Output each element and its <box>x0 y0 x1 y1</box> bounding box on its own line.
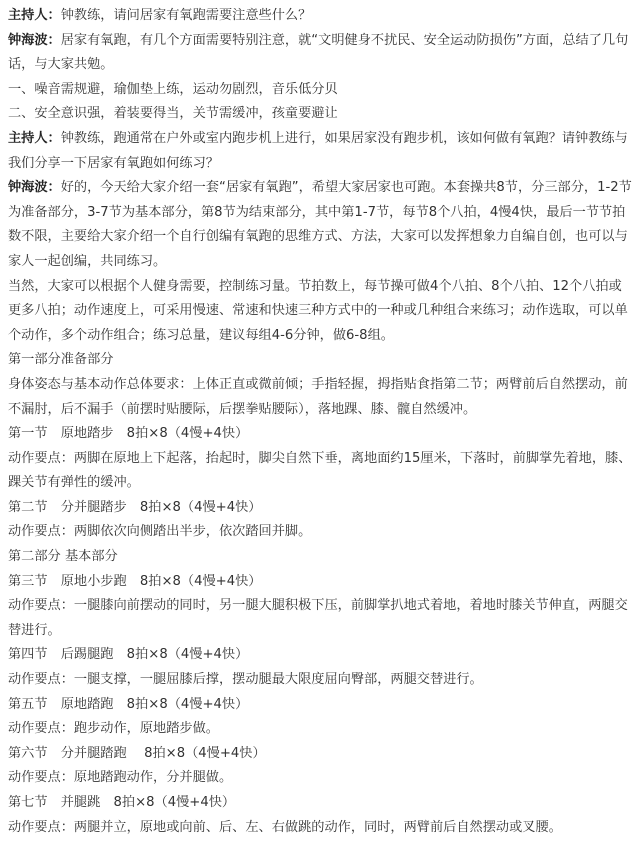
speaker-label: 钟海波： <box>8 180 61 196</box>
paragraph-text: 第六节 分并腿踏跑 8拍×8（4慢+4快） <box>8 745 266 761</box>
paragraph-text: 动作要点：一腿支撑，一腿屈膝后撑，摆动腿最大限度屈向臀部，两腿交替进行。 <box>8 672 483 688</box>
paragraph-text: 身体姿态与基本动作总体要求：上体正直或微前倾；手指轻握，拇指贴食指第二节；两臂前后自然摆动，前不漏肘，后不漏手（前摆时贴腰际，后摆拳贴腰际），落地踝、膝、髋自然缓冲。 <box>8 376 628 417</box>
paragraph <box>8 816 632 841</box>
paragraph-text: 一、噪音需规避，瑜伽垫上练，运动勿剧烈，音乐低分贝 <box>8 81 338 97</box>
speaker-label: 钟海波： <box>8 32 61 48</box>
exercise-title <box>8 422 632 447</box>
paragraph <box>8 717 632 742</box>
paragraph-text: 动作要点：跑步动作，原地踏步做。 <box>8 721 219 737</box>
paragraph <box>8 4 632 29</box>
paragraph <box>8 127 632 176</box>
paragraph-text: 第二节 分并腿踏步 8拍×8（4慢+4快） <box>8 499 262 515</box>
paragraph-text: 第二部分 基本部分 <box>8 549 118 565</box>
exercise-title <box>8 570 632 595</box>
paragraph-text: 动作要点：两脚依次向侧踏出半步，依次踏回并脚。 <box>8 524 312 540</box>
paragraph <box>8 176 632 274</box>
paragraph-text: 第一节 原地踏步 8拍×8（4慢+4快） <box>8 426 249 442</box>
paragraph-text: 居家有氧跑，有几个方面需要特别注意，就“文明健身不扰民、安全运动防损伤”方面，总结了几句话，与大家共勉。 <box>8 32 629 73</box>
paragraph <box>8 766 632 791</box>
paragraph-text: 第四节 后踢腿跑 8拍×8（4慢+4快） <box>8 647 249 663</box>
paragraph-text: 钟教练，跑通常在户外或室内跑步机上进行，如果居家没有跑步机，该如何做有氧跑？请钟教练与我们分享一下居家有氧跑如何练习？ <box>8 130 628 171</box>
paragraph-text: 第一部分准备部分 <box>8 352 114 368</box>
paragraph <box>8 78 632 103</box>
paragraph-text: 第三节 原地小步跑 8拍×8（4慢+4快） <box>8 573 262 589</box>
paragraph <box>8 520 632 545</box>
paragraph-text: 钟教练，请问居家有氧跑需要注意些什么？ <box>60 8 312 23</box>
paragraph <box>8 373 632 422</box>
paragraph <box>8 275 632 349</box>
paragraph-text: 动作要点：两脚在原地上下起落，抬起时，脚尖自然下垂，离地面约15厘米，下落时，前脚掌先着地，膝、踝关节有弹性的缓冲。 <box>8 450 632 491</box>
exercise-title <box>8 496 632 521</box>
section-heading <box>8 545 632 570</box>
paragraph <box>8 668 632 693</box>
paragraph-text: 二、安全意识强，着装要得当，关节需缓冲，孩童要避让 <box>8 106 338 122</box>
paragraph-text: 第七节 并腿跳 8拍×8（4慢+4快） <box>8 795 236 810</box>
speaker-label: 主持人： <box>8 8 61 23</box>
paragraph-text: 动作要点：一腿膝向前摆动的同时，另一腿大腿积极下压，前脚掌扒地式着地，着地时膝关节伸直，两腿交替进行。 <box>8 598 628 638</box>
exercise-title <box>8 693 632 718</box>
paragraph <box>8 447 632 496</box>
paragraph <box>8 594 632 643</box>
paragraph <box>8 29 632 78</box>
speaker-label: 主持人： <box>8 130 61 146</box>
paragraph-text: 动作要点：两腿并立，原地或向前、后、左、右做跳的动作，同时，两臂前后自然摆动或叉腰。 <box>8 819 562 835</box>
paragraph-text: 动作要点：原地踏跑动作，分并腿做。 <box>8 770 233 786</box>
paragraph-text: 好的，今天给大家介绍一套“居家有氧跑”，希望大家居家也可跑。本套操共8节，分三部分，1-2节为准备部分，3-7节为基本部分，第8节为结束部分，其中第1-7节，每节8个八拍，4慢4快，最后一节节拍数不限，主要给大家介绍一个自行创编有氧跑的思维方式、方法，大家可以发挥想象力自编自创，也可以与家人一起创编，共同练习。 <box>8 180 632 269</box>
paragraph-text: 第五节 原地踏跑 8拍×8（4慢+4快） <box>8 696 249 712</box>
exercise-title <box>8 643 632 668</box>
exercise-title <box>8 791 632 816</box>
paragraph <box>8 102 632 127</box>
section-heading <box>8 348 632 373</box>
exercise-title <box>8 742 632 767</box>
paragraph-text: 当然，大家可以根据个人健身需要，控制练习量。节拍数上，每节操可做4个八拍、8个八拍、12个八拍或更多八拍；动作速度上，可采用慢速、常速和快速三种方式中的一种或几种组合来练习；动作选取，可以单个动作，多个动作组合；练习总量，建议每组4-6分钟，做6-8组。 <box>8 278 628 343</box>
